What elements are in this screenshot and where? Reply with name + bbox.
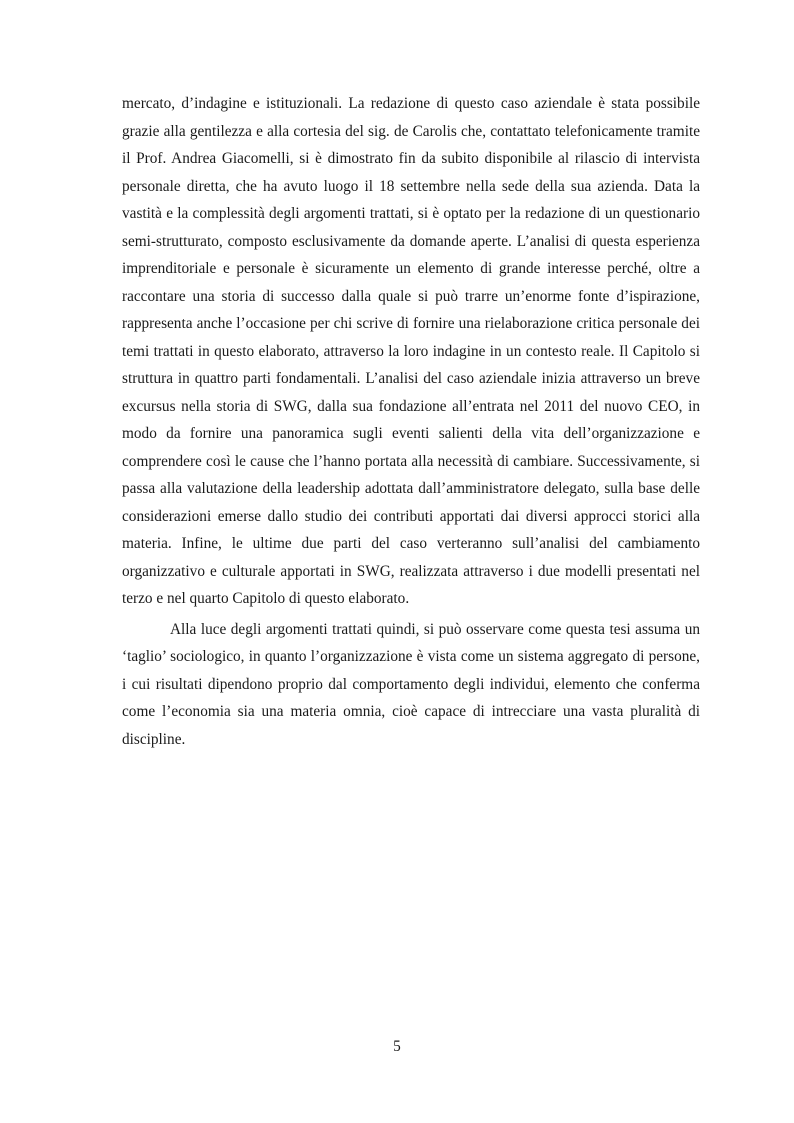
paragraph-continuation: mercato, d’indagine e istituzionali. La redazione di questo caso aziendale è stata possibile grazie alla gentilezza e alla cortesia del sig. de Carolis che, contattato telefonicamente tramite il Prof. Andrea Giacomelli, si è dimostrato fin da subito disponibile al rilascio di intervista personale diretta, che ha avuto luogo il 18 settembre nella sede della sua azienda. Data la vastità e la complessità degli argomenti trattati, si è optato per la redazione di un questionario semi-strutturato, composto esclusivamente da domande aperte. L’analisi di questa esperienza imprenditoriale e personale è sicuramente un elemento di grande interesse perché, oltre a raccontare una storia di successo dalla quale si può trarre un’enorme fonte d’ispirazione, rappresenta anche l’occasione per chi scrive di fornire una rielaborazione critica personale dei temi trattati in questo elaborato, attraverso la loro indagine in un contesto reale. Il Capitolo si struttura in quattro parti fondamentali. L’analisi del caso aziendale inizia attraverso un breve excursus nella storia di SWG, dalla sua fondazione all’entrata nel 2011 del nuovo CEO, in modo da fornire una panoramica sugli eventi salienti della vita dell’organizzazione e comprendere così le cause che l’hanno portata alla necessità di cambiare. Successivamente, si passa alla valutazione della leadership adottata dall’amministratore delegato, sulla base delle considerazioni emerse dallo studio dei contributi apportati dai diversi approcci storici alla materia. Infine, le ultime due parti del caso verteranno sull’analisi del cambiamento organizzativo e culturale apportati in SWG, realizzata attraverso i due modelli presentati nel terzo e nel quarto Capitolo di questo elaborato. — [122, 95, 700, 607]
page-number: 5 — [393, 1038, 401, 1055]
paragraph-conclusion: Alla luce degli argomenti trattati quindi, si può osservare come questa tesi assuma un ‘taglio’ sociologico, in quanto l’organizzazione è vista come un sistema aggregato di persone, i cui risultati dipendono proprio dal comportamento degli individui, elemento che conferma come l’economia sia una materia omnia, cioè capace di intrecciare una vasta pluralità di discipline. — [122, 620, 700, 748]
body-text — [122, 90, 700, 753]
